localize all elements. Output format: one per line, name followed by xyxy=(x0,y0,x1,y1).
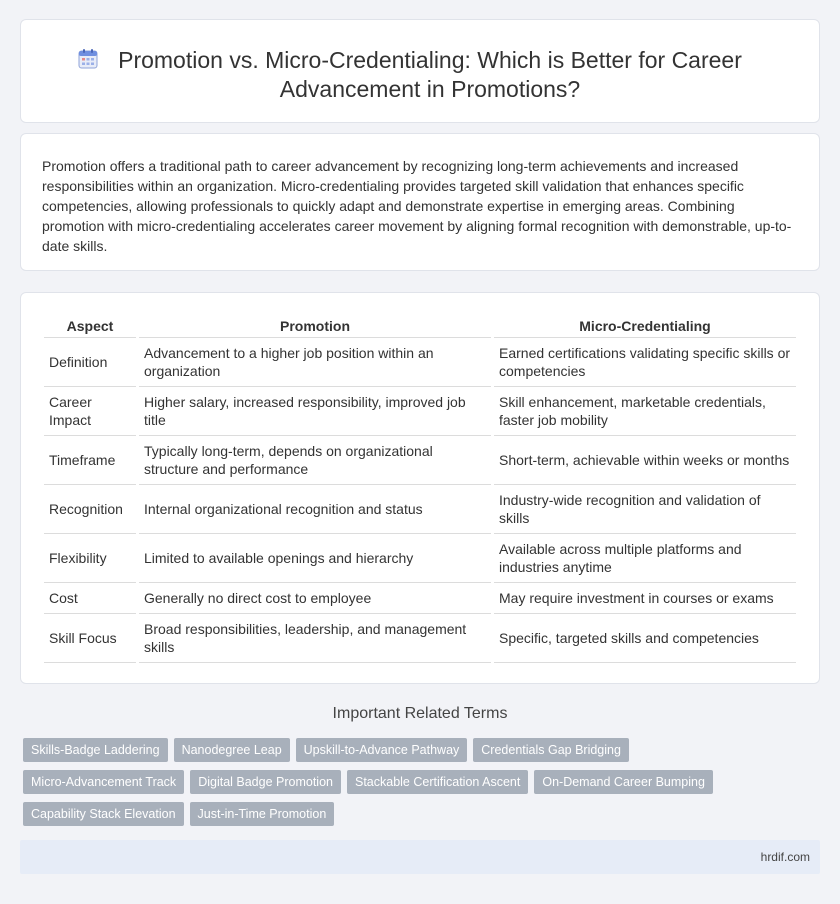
cell-aspect: Career Impact xyxy=(44,387,136,436)
table-row xyxy=(44,583,796,614)
related-term-tag[interactable]: Capability Stack Elevation xyxy=(23,802,184,826)
cell-promotion: Higher salary, increased responsibility, improved job title xyxy=(139,387,491,436)
cell-micro: Specific, targeted skills and competencies xyxy=(494,614,796,663)
cell-micro: Available across multiple platforms and industries anytime xyxy=(494,534,796,583)
related-term-tag[interactable]: Digital Badge Promotion xyxy=(190,770,341,794)
footer-site[interactable]: hrdif.com xyxy=(760,850,810,864)
table-row xyxy=(44,436,796,485)
header-card xyxy=(20,19,820,123)
cell-micro: May require investment in courses or exams xyxy=(494,583,796,614)
cell-promotion: Limited to available openings and hierarchy xyxy=(139,534,491,583)
cell-aspect: Skill Focus xyxy=(44,614,136,663)
related-term-tag[interactable]: Just-in-Time Promotion xyxy=(190,802,335,826)
cell-micro: Industry-wide recognition and validation of skills xyxy=(494,485,796,534)
cell-aspect: Recognition xyxy=(44,485,136,534)
comparison-table xyxy=(41,313,799,663)
header-aspect: Aspect xyxy=(44,313,136,338)
cell-aspect: Timeframe xyxy=(44,436,136,485)
related-term-tag[interactable]: On-Demand Career Bumping xyxy=(534,770,713,794)
cell-micro: Skill enhancement, marketable credentials, faster job mobility xyxy=(494,387,796,436)
related-terms-list xyxy=(23,738,783,834)
cell-aspect: Flexibility xyxy=(44,534,136,583)
footer xyxy=(20,840,820,874)
related-terms-title: Important Related Terms xyxy=(332,705,508,722)
intro-card xyxy=(20,133,820,271)
cell-promotion: Generally no direct cost to employee xyxy=(139,583,491,614)
cell-promotion: Broad responsibilities, leadership, and management skills xyxy=(139,614,491,663)
header-promotion: Promotion xyxy=(139,313,491,338)
cell-promotion: Advancement to a higher job position within an organization xyxy=(139,338,491,387)
related-term-tag[interactable]: Upskill-to-Advance Pathway xyxy=(296,738,468,762)
cell-aspect: Cost xyxy=(44,583,136,614)
table-row xyxy=(44,338,796,387)
related-term-tag[interactable]: Nanodegree Leap xyxy=(174,738,290,762)
related-term-tag[interactable]: Stackable Certification Ascent xyxy=(347,770,528,794)
table-row xyxy=(44,485,796,534)
page-title: Promotion vs. Micro-Credentialing: Which is Better for Career Advancement in Promotions? xyxy=(118,47,742,102)
comparison-table-card xyxy=(20,292,820,684)
table-row xyxy=(44,387,796,436)
related-term-tag[interactable]: Credentials Gap Bridging xyxy=(473,738,629,762)
related-term-tag[interactable]: Micro-Advancement Track xyxy=(23,770,184,794)
table-row xyxy=(44,614,796,663)
cell-micro: Short-term, achievable within weeks or months xyxy=(494,436,796,485)
table-row xyxy=(44,534,796,583)
cell-promotion: Internal organizational recognition and status xyxy=(139,485,491,534)
cell-aspect: Definition xyxy=(44,338,136,387)
header-micro-credentialing: Micro-Credentialing xyxy=(494,313,796,338)
related-term-tag[interactable]: Skills-Badge Laddering xyxy=(23,738,168,762)
cell-micro: Earned certifications validating specific skills or competencies xyxy=(494,338,796,387)
table-header-row xyxy=(44,313,796,338)
cell-promotion: Typically long-term, depends on organizational structure and performance xyxy=(139,436,491,485)
intro-paragraph: Promotion offers a traditional path to career advancement by recognizing long-term achievements and increased responsibilities within an organization. Micro-credentialing provides targeted skill validation that enhances specific competencies, allowing professionals to quickly adapt and demonstrate expertise in emerging areas. Combining promotion with micro-credentialing accelerates career movement by aligning formal recognition with demonstrable, up-to-date skills. xyxy=(42,158,792,254)
